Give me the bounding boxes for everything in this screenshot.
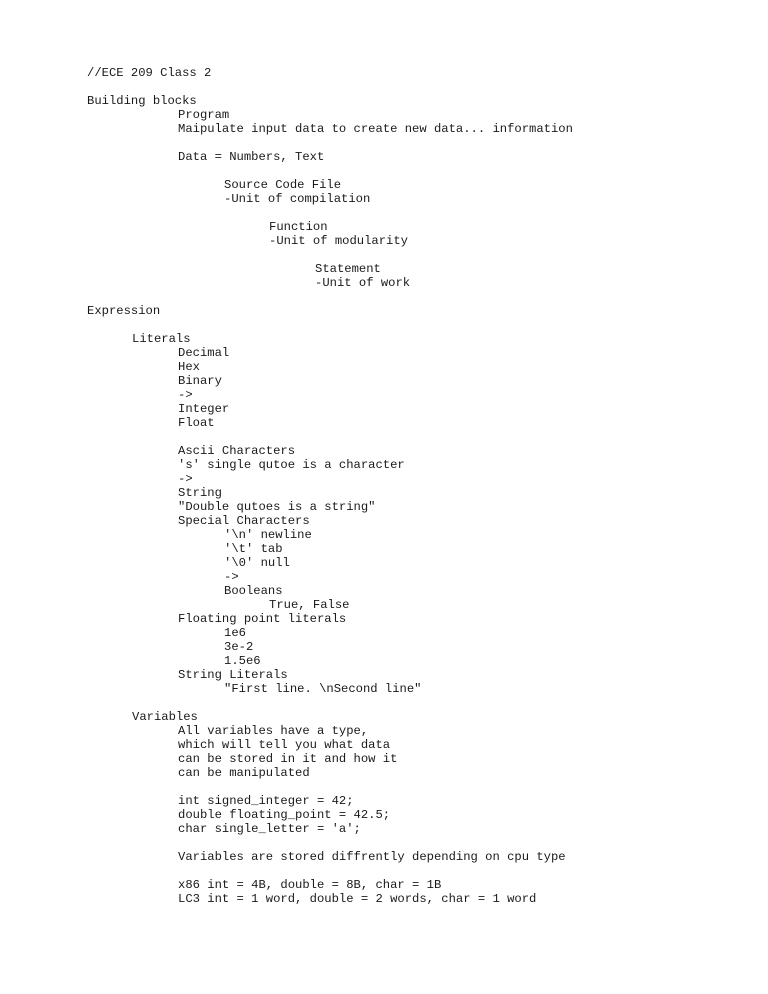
blank-line <box>87 318 747 332</box>
text-line: 3e-2 <box>224 640 254 654</box>
text-line: Expression <box>87 304 161 318</box>
text-line: can be stored in it and how it <box>178 752 398 766</box>
text-line: int signed_integer = 42; <box>178 794 354 808</box>
text-line: Ascii Characters <box>178 444 296 458</box>
text-line: Program <box>178 108 230 122</box>
blank-line <box>87 696 747 710</box>
blank-line <box>87 290 747 304</box>
text-line: Building blocks <box>87 94 197 108</box>
text-line: "Double qutoes is a string" <box>178 500 376 514</box>
text-line: 1e6 <box>224 626 246 640</box>
text-line: '\t' tab <box>224 542 283 556</box>
blank-line <box>87 780 747 794</box>
blank-line <box>87 206 747 220</box>
text-line: 1.5e6 <box>224 654 261 668</box>
text-line: Booleans <box>224 584 283 598</box>
text-line: Source Code File <box>224 178 342 192</box>
text-line: Float <box>178 416 215 430</box>
text-line: Variables <box>132 710 198 724</box>
text-line: "First line. \nSecond line" <box>224 682 422 696</box>
text-line: Hex <box>178 360 200 374</box>
blank-line <box>87 864 747 878</box>
text-line: All variables have a type, <box>178 724 369 738</box>
text-line: can be manipulated <box>178 766 310 780</box>
blank-line <box>87 80 747 94</box>
text-line: Literals <box>132 332 191 346</box>
text-line: -> <box>224 570 239 584</box>
text-line: Function <box>269 220 328 234</box>
blank-line <box>87 164 747 178</box>
blank-line <box>87 248 747 262</box>
text-line: Maipulate input data to create new data... information <box>178 122 573 136</box>
text-line: Binary <box>178 374 222 388</box>
text-line: which will tell you what data <box>178 738 391 752</box>
text-line: Statement <box>315 262 381 276</box>
text-line: x86 int = 4B, double = 8B, char = 1B <box>178 878 442 892</box>
blank-line <box>87 136 747 150</box>
text-line: Decimal <box>178 346 230 360</box>
blank-line <box>87 430 747 444</box>
text-line: -Unit of work <box>315 276 411 290</box>
text-line: double floating_point = 42.5; <box>178 808 391 822</box>
text-line: 's' single qutoe is a character <box>178 458 405 472</box>
text-line: '\n' newline <box>224 528 312 542</box>
text-line: Variables are stored diffrently depending on cpu type <box>178 850 566 864</box>
text-line: -Unit of compilation <box>224 192 371 206</box>
text-line: True, False <box>269 598 350 612</box>
text-line: //ECE 209 Class 2 <box>87 66 212 80</box>
document-body <box>87 66 747 906</box>
text-line: String <box>178 486 222 500</box>
text-line: Data = Numbers, Text <box>178 150 325 164</box>
text-line: char single_letter = 'a'; <box>178 822 361 836</box>
text-line: Special Characters <box>178 514 310 528</box>
text-line: String Literals <box>178 668 288 682</box>
text-line: Integer <box>178 402 230 416</box>
text-line: -Unit of modularity <box>269 234 408 248</box>
text-line: -> <box>178 472 193 486</box>
text-line: -> <box>178 388 193 402</box>
text-line: Floating point literals <box>178 612 347 626</box>
text-line: LC3 int = 1 word, double = 2 words, char = 1 word <box>178 892 537 906</box>
text-line: '\0' null <box>224 556 290 570</box>
blank-line <box>87 836 747 850</box>
